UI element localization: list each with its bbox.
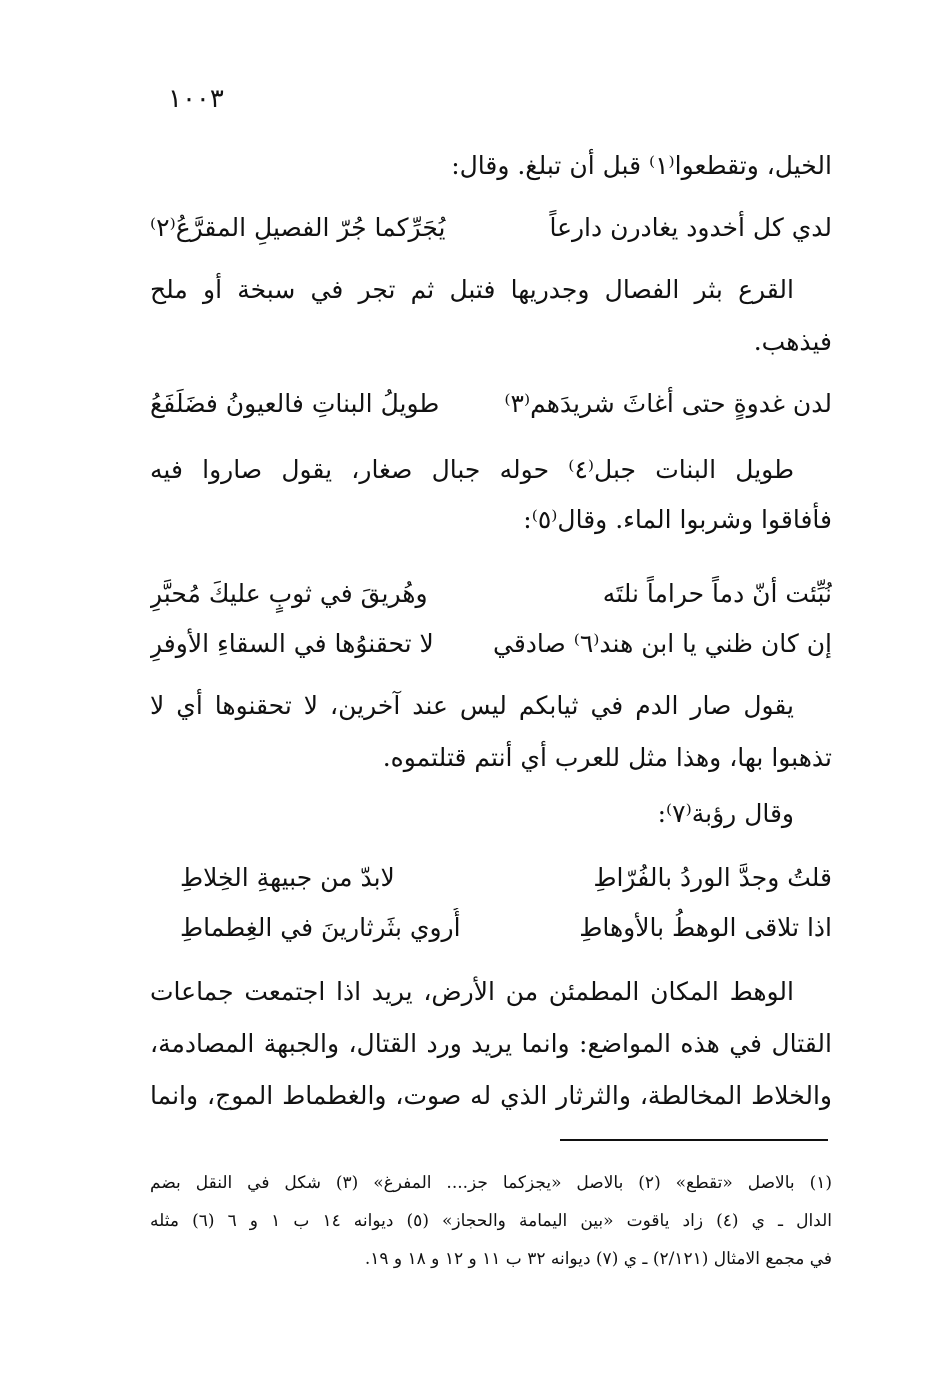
footnote-line: (١) بالاصل «تقطع» (٢) بالاصل «يجزكما جز.... المفرغ» (٣) شكل في النقل بضم	[150, 1173, 832, 1193]
verse-line	[180, 858, 832, 900]
text-line: تذهبوا بها، وهذا مثل للعرب أي أنتم قتلتموه.	[382, 743, 832, 772]
footnote-line: الدال ـ ي (٤) زاد ياقوت «بين اليمامة والحجاز» (٥) ديوانه ١٤ ب ١ و ٦ (٦) مثله	[150, 1211, 832, 1231]
text-line: فأفاقوا وشربوا الماء. وقال⁽٥⁾:	[523, 505, 832, 534]
verse-second-hemistich: وهُريقَ في ثوبٍ عليكَ مُحبَّرِ	[150, 579, 428, 608]
verse-second-hemistich: يُجَرِّكما جُرّ الفصيلِ المقرَّعُ⁽٢⁾	[150, 213, 446, 242]
verse-line	[180, 908, 832, 950]
text-line: والخلاط المخالطة، والثرثار الذي له صوت، والغطماط الموج، وانما	[150, 1081, 832, 1110]
text-line: الوهط المكان المطمئن من الأرض، يريد اذا اجتمعت جماعات	[150, 977, 794, 1006]
footnote-divider	[560, 1139, 828, 1141]
text-line: وقال رؤبة⁽٧⁾:	[657, 799, 794, 828]
page-number: ١٠٠٣	[168, 84, 224, 114]
verse-line	[150, 208, 832, 250]
verse-first-hemistich: قلتُ وجدَّ الوردُ بالفُرّاطِ	[593, 863, 832, 892]
text-line: القتال في هذه المواضع: وانما يريد ورد القتال، والجبهة المصادمة،	[150, 1029, 832, 1058]
verse-second-hemistich: لا تحقنوُها في السقاءِ الأوفرِ	[150, 629, 434, 658]
verse-second-hemistich: أُروي بثَرثارينَ في الغِطماطِ	[180, 913, 461, 942]
verse-second-hemistich: لابدّ من جبيهةِ الخِلاطِ	[180, 863, 395, 892]
footnote-line: في مجمع الامثال (٢/١٢١) ـ ي (٧) ديوانه ٣٢ ب ١١ و ١٢ و ١٨ و ١٩.	[364, 1249, 832, 1269]
text-line: يقول صار الدم في ثيابكم ليس عند آخرين، لا تحقنوها أي لا	[150, 691, 794, 720]
text-line: القرع بثر الفصال وجدريها فتبل ثم تجر في سبخة أو ملح	[150, 275, 794, 304]
verse-first-hemistich: إن كان ظني يا ابن هند⁽٦⁾ صادقي	[493, 629, 832, 658]
text-line: طويل البنات جبل⁽٤⁾ حوله جبال صغار، يقول صاروا فيه	[150, 455, 794, 484]
text-line: فيذهب.	[753, 327, 832, 356]
verse-first-hemistich: نُبِّئت أنّ دماً حراماً نلتَه	[602, 579, 832, 608]
verse-second-hemistich: طويلُ البناتِ فالعيونُ فضَلَفَعُ	[150, 389, 440, 418]
verse-first-hemistich: لدن غدوةٍ حتى أغاثَ شريدَهم⁽٣⁾	[504, 389, 832, 418]
verse-line	[150, 624, 832, 666]
verse-first-hemistich: اذا تلاقى الوهطُ بالأوهاطِ	[579, 913, 832, 942]
verse-line	[150, 574, 832, 616]
verse-first-hemistich: لدي كل أخدود يغادرن دارعاً	[549, 213, 832, 242]
text-line: الخيل، وتقطعوا⁽١⁾ قبل أن تبلغ. وقال:	[451, 151, 832, 180]
verse-line	[150, 384, 832, 426]
